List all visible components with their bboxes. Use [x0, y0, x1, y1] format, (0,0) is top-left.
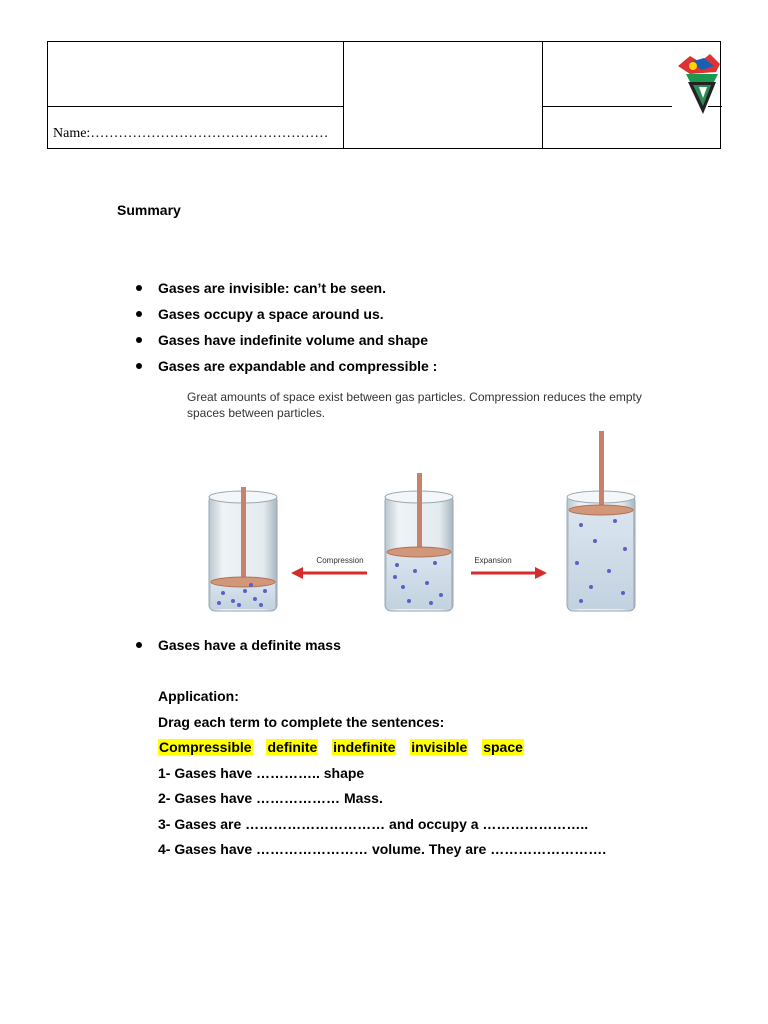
middle-cylinder — [385, 473, 453, 611]
compressed-cylinder — [209, 487, 277, 611]
expansion-label: Expansion — [474, 556, 512, 565]
sentence-blank[interactable]: 3- Gases are ………………………… and occupy a ………………….. — [158, 815, 589, 832]
name-field-label[interactable]: Name:…………………………………………… — [53, 126, 329, 141]
summary-heading: Summary — [117, 202, 181, 218]
gas-compression-figure — [195, 425, 645, 617]
application-section — [158, 686, 606, 865]
term-chip[interactable]: Compressible — [159, 739, 252, 755]
application-instruction: Drag each term to complete the sentences: — [158, 713, 445, 730]
list-item: Gases occupy a space around us. — [135, 305, 437, 331]
header-table — [47, 41, 721, 149]
list-item: Gases are expandable and compressible : — [135, 357, 437, 383]
compression-arrow — [291, 556, 367, 579]
expanded-cylinder — [567, 431, 635, 611]
list-item: Gases have a definite mass — [135, 636, 341, 654]
school-logo — [670, 52, 736, 122]
header-divider — [542, 42, 543, 148]
header-divider — [542, 106, 672, 107]
term-bank — [158, 737, 606, 763]
figure-caption: Great amounts of space exist between gas particles. Compression reduces the empty spaces between particles. — [187, 390, 642, 420]
compression-label: Compression — [316, 556, 364, 565]
header-divider — [343, 42, 344, 148]
sentence-blank[interactable]: 2- Gases have ……………… Mass. — [158, 790, 383, 806]
expansion-arrow — [471, 556, 547, 579]
header-divider — [48, 106, 343, 107]
list-item: Gases have indefinite volume and shape — [135, 331, 437, 357]
sentence-blank[interactable]: 1- Gases have ………….. shape — [158, 764, 365, 781]
fact-list — [135, 279, 437, 383]
term-chip[interactable]: definite — [267, 739, 318, 755]
term-chip[interactable]: space — [483, 739, 523, 755]
list-item: Gases are invisible: can’t be seen. — [135, 279, 437, 305]
fact-list — [135, 636, 341, 654]
term-chip[interactable]: indefinite — [333, 739, 396, 755]
term-chip[interactable]: invisible — [411, 739, 468, 755]
sentence-blank[interactable]: 4- Gases have …………………… volume. They are ……………………. — [158, 841, 607, 857]
application-title: Application: — [158, 688, 239, 704]
